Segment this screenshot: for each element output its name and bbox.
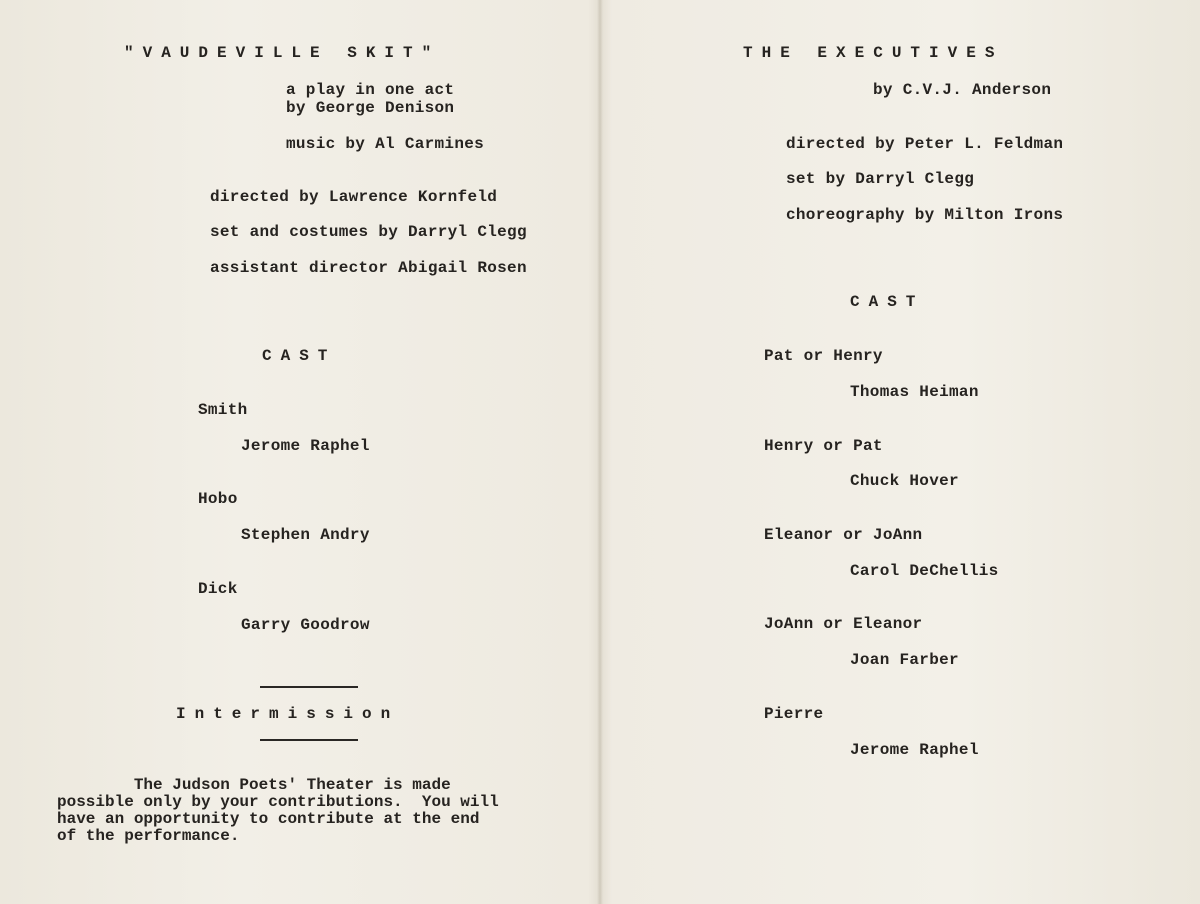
intermission-rule-bottom: [260, 739, 358, 741]
director-credit: directed by Lawrence Kornfeld: [210, 188, 498, 206]
contribution-note-line: of the performance.: [57, 827, 240, 845]
play-title: THE EXECUTIVES: [743, 44, 1004, 62]
right-page: [600, 0, 1200, 904]
cast-role: Smith: [198, 401, 248, 419]
play-author: by George Denison: [286, 99, 455, 117]
contribution-note-line: possible only by your contributions. You will: [57, 793, 499, 811]
cast-actor: Stephen Andry: [241, 526, 370, 544]
cast-role: Henry or Pat: [764, 437, 883, 455]
assistant-director-credit: assistant director Abigail Rosen: [210, 259, 527, 277]
cast-actor: Jerome Raphel: [241, 437, 370, 455]
cast-role: Pierre: [764, 705, 824, 723]
play-title: "VAUDEVILLE SKIT": [124, 44, 441, 62]
cast-heading: CAST: [262, 347, 337, 365]
cast-actor: Garry Goodrow: [241, 616, 370, 634]
intermission-rule-top: [260, 686, 358, 688]
contribution-note-line: have an opportunity to contribute at the end: [57, 810, 480, 828]
cast-role: Dick: [198, 580, 238, 598]
director-credit: directed by Peter L. Feldman: [786, 135, 1064, 153]
choreography-credit: choreography by Milton Irons: [786, 206, 1064, 224]
cast-role: Hobo: [198, 490, 238, 508]
cast-actor: Jerome Raphel: [850, 741, 979, 759]
cast-actor: Thomas Heiman: [850, 383, 979, 401]
cast-actor: Chuck Hover: [850, 472, 959, 490]
play-author: by C.V.J. Anderson: [873, 81, 1052, 99]
set-credit: set by Darryl Clegg: [786, 170, 975, 188]
contribution-note-line: The Judson Poets' Theater is made: [57, 776, 451, 794]
cast-heading: CAST: [850, 293, 925, 311]
play-subtitle: a play in one act: [286, 81, 455, 99]
music-credit: music by Al Carmines: [286, 135, 485, 153]
cast-role: Pat or Henry: [764, 347, 883, 365]
intermission-label: Intermission: [176, 705, 400, 723]
cast-actor: Joan Farber: [850, 651, 959, 669]
cast-actor: Carol DeChellis: [850, 562, 999, 580]
cast-role: Eleanor or JoAnn: [764, 526, 923, 544]
set-costumes-credit: set and costumes by Darryl Clegg: [210, 223, 527, 241]
cast-role: JoAnn or Eleanor: [764, 615, 923, 633]
